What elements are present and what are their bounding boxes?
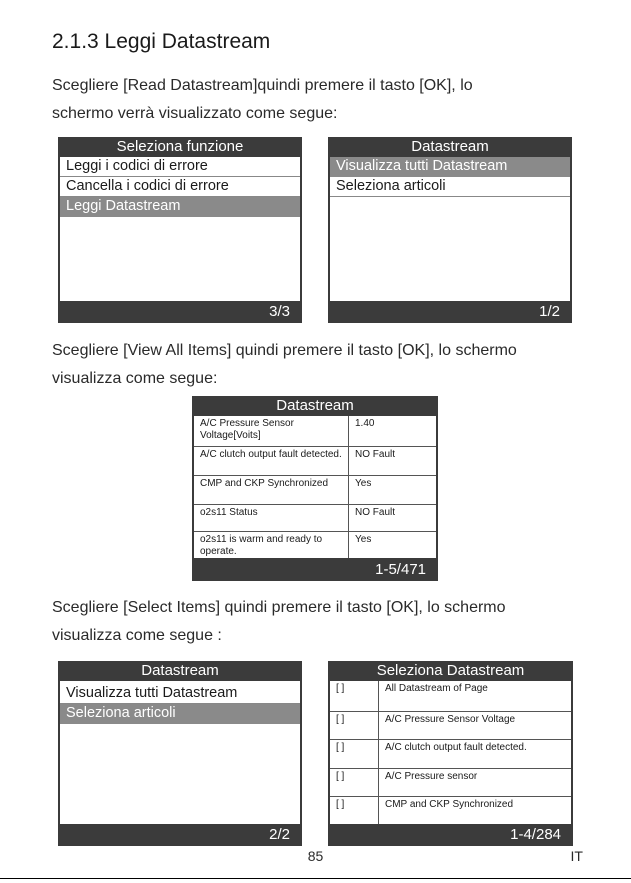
table-row[interactable] bbox=[330, 711, 571, 739]
datastream-table bbox=[194, 416, 436, 558]
pid-value: Yes bbox=[349, 475, 437, 504]
pid-name: A/C Pressure Sensor Voltage[Voits] bbox=[194, 416, 349, 446]
pid-value: 1.40 bbox=[349, 416, 437, 446]
item-name: All Datastream of Page bbox=[379, 681, 572, 711]
screen-select-datastream bbox=[328, 661, 573, 846]
page-number: 85 bbox=[307, 848, 324, 864]
item-name: A/C Pressure Sensor Voltage bbox=[379, 711, 572, 739]
table-row[interactable] bbox=[194, 416, 436, 446]
menu-item-view-all[interactable]: Visualizza tutti Datastream bbox=[60, 684, 300, 704]
page-indicator: 1-4/284 bbox=[510, 826, 561, 843]
screen-datastream-values bbox=[192, 396, 438, 581]
table-row[interactable] bbox=[330, 768, 571, 796]
pid-name: A/C clutch output fault detected. bbox=[194, 446, 349, 475]
paragraph-line: Scegliere [Read Datastream]quindi premere il tasto [OK], lo bbox=[52, 77, 473, 94]
menu-item-erase-codes[interactable]: Cancella i codici di errore bbox=[60, 177, 300, 197]
table-row[interactable] bbox=[194, 504, 436, 531]
menu-item-view-all[interactable]: Visualizza tutti Datastream bbox=[330, 157, 570, 177]
item-name: A/C clutch output fault detected. bbox=[379, 739, 572, 768]
table-row[interactable] bbox=[194, 446, 436, 475]
paragraph-line: visualizza come segue : bbox=[52, 627, 222, 644]
screen-select-function bbox=[58, 137, 302, 323]
paragraph-line: Scegliere [Select Items] quindi premere il tasto [OK], lo schermo bbox=[52, 599, 506, 616]
screen-title: Seleziona funzione bbox=[116, 138, 244, 155]
screen-body bbox=[330, 681, 571, 824]
checkbox[interactable]: [ ] bbox=[330, 681, 379, 711]
checkbox[interactable]: [ ] bbox=[330, 739, 379, 768]
paragraph-select-items bbox=[52, 594, 612, 650]
menu-item-read-datastream[interactable]: Leggi Datastream bbox=[60, 197, 300, 217]
table-row[interactable] bbox=[330, 796, 571, 824]
pid-value: NO Fault bbox=[349, 504, 437, 531]
screen-title: Datastream bbox=[276, 397, 354, 414]
menu-item-select-items[interactable]: Seleziona articoli bbox=[330, 177, 570, 197]
footer-rule bbox=[0, 878, 631, 879]
screen-title: Seleziona Datastream bbox=[376, 662, 525, 679]
table-row[interactable] bbox=[330, 739, 571, 768]
checkbox[interactable]: [ ] bbox=[336, 798, 345, 810]
page-indicator: 1-5/471 bbox=[375, 561, 426, 578]
pid-name: o2s11 Status bbox=[194, 504, 349, 531]
pid-name: CMP and CKP Synchronized bbox=[194, 475, 349, 504]
paragraph-line: visualizza come segue: bbox=[52, 370, 218, 387]
select-datastream-table bbox=[330, 681, 571, 824]
screen-title: Datastream bbox=[141, 662, 219, 679]
screen-datastream-menu-select bbox=[58, 661, 302, 846]
paragraph-line: schermo verrà visualizzato come segue: bbox=[52, 105, 338, 122]
page-indicator: 3/3 bbox=[269, 303, 290, 320]
pid-name: o2s11 is warm and ready to operate. bbox=[200, 533, 323, 557]
screen-datastream-menu bbox=[328, 137, 572, 323]
page-indicator: 1/2 bbox=[539, 303, 560, 320]
pid-value: Yes bbox=[349, 531, 437, 558]
pid-value: NO Fault bbox=[349, 446, 437, 475]
screen-body bbox=[60, 157, 300, 301]
menu-item-read-codes[interactable]: Leggi i codici di errore bbox=[60, 157, 300, 177]
screen-body bbox=[330, 157, 570, 301]
paragraph-line: Scegliere [View All Items] quindi premere il tasto [OK], lo schermo bbox=[52, 342, 517, 359]
table-row[interactable] bbox=[194, 475, 436, 504]
language-tag: IT bbox=[570, 848, 583, 864]
item-name: A/C Pressure sensor bbox=[379, 768, 572, 796]
table-row[interactable] bbox=[194, 531, 436, 558]
paragraph-view-all bbox=[52, 337, 612, 393]
checkbox[interactable]: [ ] bbox=[330, 768, 379, 796]
screen-body bbox=[60, 681, 300, 824]
paragraph-read-datastream bbox=[52, 72, 612, 128]
screen-title: Datastream bbox=[411, 138, 489, 155]
menu-item-select-items[interactable]: Seleziona articoli bbox=[60, 704, 300, 724]
page-indicator: 2/2 bbox=[269, 826, 290, 843]
table-row[interactable] bbox=[330, 681, 571, 711]
screen-body bbox=[194, 416, 436, 558]
item-name: CMP and CKP Synchronized bbox=[379, 796, 572, 824]
section-heading: 2.1.3 Leggi Datastream bbox=[52, 30, 271, 53]
checkbox[interactable]: [ ] bbox=[330, 711, 379, 739]
